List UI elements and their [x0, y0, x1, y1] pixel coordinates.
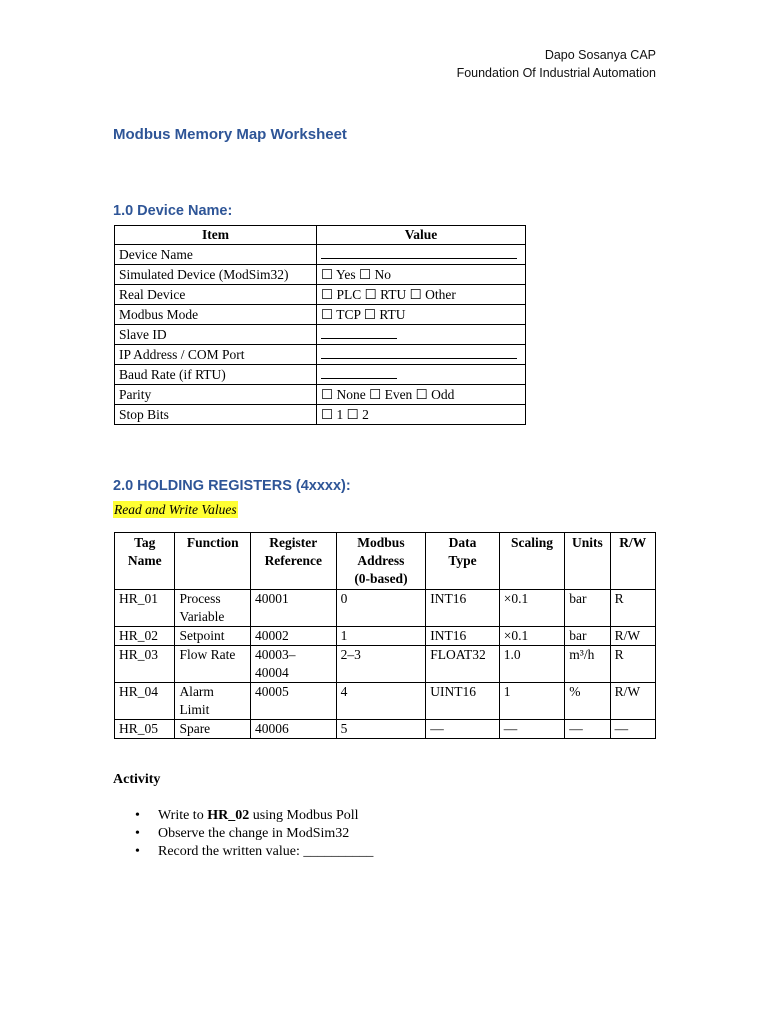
- section-1-heading: 1.0 Device Name:: [113, 203, 233, 219]
- bullet-icon: •: [135, 808, 140, 823]
- rw-cell: [610, 720, 655, 739]
- device-table-body: [115, 245, 526, 425]
- tag-cell: [115, 683, 175, 720]
- reference-cell: [250, 720, 336, 739]
- scaling-cell: [499, 720, 564, 739]
- device-table-row: [115, 365, 526, 385]
- device-table-row: [115, 245, 526, 265]
- rw-cell-line: R: [614, 647, 624, 662]
- function-cell: [175, 683, 251, 720]
- activity-text: __________: [303, 844, 374, 859]
- function-cell-line: Alarm: [179, 684, 214, 699]
- activity-text: Write to: [158, 808, 208, 823]
- device-table-row: [115, 265, 526, 285]
- column-header-data-type: [426, 533, 500, 590]
- reference-cell-line: 40004: [254, 665, 289, 680]
- rw-cell: [610, 646, 655, 683]
- column-header-line: Name: [127, 553, 162, 568]
- reference-cell-line: 40001: [254, 591, 289, 606]
- scaling-cell: [499, 590, 564, 627]
- column-header-line: Address: [357, 553, 405, 568]
- device-table-row: [115, 325, 526, 345]
- page-header: [457, 46, 656, 82]
- column-header-function: [175, 533, 251, 590]
- blank-fill-line[interactable]: [321, 325, 397, 339]
- reference-cell-line: 40005: [254, 684, 289, 699]
- holding-registers-body: [115, 590, 656, 739]
- device-table: [114, 225, 526, 425]
- units-cell-line: bar: [569, 628, 587, 643]
- activity-item: [113, 843, 373, 861]
- device-value-cell[interactable]: ☐ Yes ☐ No: [317, 265, 526, 285]
- units-cell: [565, 683, 610, 720]
- device-item-cell: Real Device: [115, 285, 317, 305]
- device-value-cell[interactable]: [317, 345, 526, 365]
- tag-cell: [115, 590, 175, 627]
- device-value-cell[interactable]: [317, 325, 526, 345]
- activity-text: using Modbus Poll: [249, 808, 359, 823]
- header-author: Dapo Sosanya CAP: [544, 48, 656, 62]
- device-value-cell[interactable]: ☐ PLC ☐ RTU ☐ Other: [317, 285, 526, 305]
- device-item-cell: Modbus Mode: [115, 305, 317, 325]
- reference-cell: [250, 683, 336, 720]
- column-header-modbus-address: [336, 533, 426, 590]
- section-2-note: Read and Write Values: [114, 502, 237, 517]
- reference-cell-line: 40003–: [254, 647, 296, 662]
- rw-cell: [610, 627, 655, 646]
- activity-text: Observe the change in ModSim32: [158, 826, 350, 841]
- activity-register-tag: HR_02: [207, 808, 250, 823]
- activity-item: [113, 825, 373, 843]
- device-item-cell: Simulated Device (ModSim32): [115, 265, 317, 285]
- column-header-line: (0-based): [354, 571, 408, 586]
- function-cell: [175, 590, 251, 627]
- activity-title: Activity: [113, 772, 161, 787]
- device-table-row: [115, 345, 526, 365]
- function-cell-line: Setpoint: [179, 628, 225, 643]
- units-cell-line: m³/h: [569, 647, 595, 662]
- function-cell-line: Spare: [179, 721, 211, 736]
- data-type-cell: [426, 646, 500, 683]
- scaling-cell-line: ×0.1: [503, 628, 529, 643]
- column-header-line: R/W: [619, 535, 647, 550]
- blank-fill-line[interactable]: [321, 365, 397, 379]
- reference-cell-line: 40006: [254, 721, 289, 736]
- rw-cell-line: R: [614, 591, 624, 606]
- register-row: [115, 627, 656, 646]
- tag-cell: [115, 627, 175, 646]
- function-cell: [175, 627, 251, 646]
- holding-registers-header-row: [115, 533, 656, 590]
- device-table-header-row: [115, 226, 526, 245]
- function-cell: [175, 646, 251, 683]
- data-type-cell: [426, 683, 500, 720]
- tag-cell-line: HR_03: [119, 647, 159, 662]
- device-item-cell: Device Name: [115, 245, 317, 265]
- blank-fill-line[interactable]: [321, 245, 517, 259]
- data-type-cell-line: INT16: [430, 591, 467, 606]
- column-header-line: Modbus: [357, 535, 405, 550]
- address-cell-line: 0: [340, 591, 348, 606]
- tag-cell-line: HR_01: [119, 591, 159, 606]
- data-type-cell-line: UINT16: [430, 684, 477, 699]
- device-table-row: [115, 285, 526, 305]
- rw-cell-line: R/W: [614, 684, 641, 699]
- column-header-line: Tag: [134, 535, 156, 550]
- tag-cell-line: HR_02: [119, 628, 159, 643]
- device-value-cell[interactable]: ☐ None ☐ Even ☐ Odd: [317, 385, 526, 405]
- data-type-cell-line: INT16: [430, 628, 467, 643]
- units-cell: [565, 646, 610, 683]
- device-value-cell[interactable]: ☐ TCP ☐ RTU: [317, 305, 526, 325]
- reference-cell: [250, 590, 336, 627]
- column-header-line: Reference: [264, 553, 323, 568]
- address-cell-line: 5: [340, 721, 348, 736]
- scaling-cell: [499, 646, 564, 683]
- column-header-line: Scaling: [511, 535, 554, 550]
- activity-list: [113, 807, 373, 861]
- device-value-cell[interactable]: [317, 245, 526, 265]
- tag-cell: [115, 646, 175, 683]
- device-item-cell: Parity: [115, 385, 317, 405]
- address-cell-line: 2–3: [340, 647, 361, 662]
- reference-cell: [250, 646, 336, 683]
- section-2-heading: 2.0 HOLDING REGISTERS (4xxxx):: [113, 478, 351, 494]
- units-cell: [565, 720, 610, 739]
- units-cell-line: —: [569, 721, 583, 736]
- column-header-line: Data: [448, 535, 477, 550]
- rw-cell: [610, 590, 655, 627]
- address-cell: [336, 720, 426, 739]
- rw-cell-line: —: [614, 721, 629, 736]
- function-cell: [175, 720, 251, 739]
- device-value-cell[interactable]: ☐ 1 ☐ 2: [317, 405, 526, 425]
- document-title: Modbus Memory Map Worksheet: [113, 126, 347, 143]
- register-row: [115, 683, 656, 720]
- data-type-cell: [426, 627, 500, 646]
- bullet-icon: •: [135, 826, 140, 841]
- address-cell: [336, 646, 426, 683]
- column-header-rw: [610, 533, 655, 590]
- device-table-row: [115, 385, 526, 405]
- data-type-cell: [426, 720, 500, 739]
- column-header-tag-name: [115, 533, 175, 590]
- activity-text: Record the written value:: [158, 844, 304, 859]
- activity-item: [113, 807, 373, 825]
- bullet-icon: •: [135, 844, 140, 859]
- tag-cell: [115, 720, 175, 739]
- holding-registers-table: [114, 532, 656, 739]
- units-cell-line: %: [569, 684, 581, 699]
- scaling-cell: [499, 683, 564, 720]
- function-cell-line: Limit: [179, 702, 210, 717]
- tag-cell-line: HR_05: [119, 721, 159, 736]
- device-item-cell: Baud Rate (if RTU): [115, 365, 317, 385]
- column-header-value: Value: [317, 226, 526, 245]
- units-cell: [565, 590, 610, 627]
- data-type-cell-line: —: [430, 721, 444, 736]
- units-cell-line: bar: [569, 591, 587, 606]
- data-type-cell: [426, 590, 500, 627]
- scaling-cell: [499, 627, 564, 646]
- function-cell-line: Process: [179, 591, 221, 606]
- address-cell: [336, 627, 426, 646]
- scaling-cell-line: —: [503, 721, 518, 736]
- function-cell-line: Flow Rate: [179, 647, 236, 662]
- device-item-cell: Slave ID: [115, 325, 317, 345]
- function-cell-line: Variable: [179, 609, 225, 624]
- scaling-cell-line: ×0.1: [503, 591, 529, 606]
- reference-cell-line: 40002: [254, 628, 289, 643]
- header-course: Foundation Of Industrial Automation: [456, 66, 656, 80]
- blank-fill-line[interactable]: [321, 345, 517, 359]
- device-table-row: [115, 405, 526, 425]
- scaling-cell-line: 1.0: [503, 647, 521, 662]
- column-header-line: Register: [269, 535, 318, 550]
- tag-cell-line: HR_04: [119, 684, 159, 699]
- data-type-cell-line: FLOAT32: [430, 647, 486, 662]
- register-row: [115, 720, 656, 739]
- rw-cell: [610, 683, 655, 720]
- device-item-cell: IP Address / COM Port: [115, 345, 317, 365]
- reference-cell: [250, 627, 336, 646]
- column-header-line: Units: [572, 535, 603, 550]
- device-value-cell[interactable]: [317, 365, 526, 385]
- scaling-cell-line: 1: [503, 684, 511, 699]
- register-row: [115, 646, 656, 683]
- address-cell: [336, 590, 426, 627]
- column-header-units: [565, 533, 610, 590]
- units-cell: [565, 627, 610, 646]
- column-header-register-reference: [250, 533, 336, 590]
- register-row: [115, 590, 656, 627]
- column-header-line: Function: [186, 535, 239, 550]
- rw-cell-line: R/W: [614, 628, 641, 643]
- address-cell-line: 1: [340, 628, 348, 643]
- address-cell: [336, 683, 426, 720]
- column-header-line: Type: [448, 553, 477, 568]
- device-item-cell: Stop Bits: [115, 405, 317, 425]
- address-cell-line: 4: [340, 684, 348, 699]
- device-table-row: [115, 305, 526, 325]
- column-header-scaling: [499, 533, 564, 590]
- column-header-item: Item: [115, 226, 317, 245]
